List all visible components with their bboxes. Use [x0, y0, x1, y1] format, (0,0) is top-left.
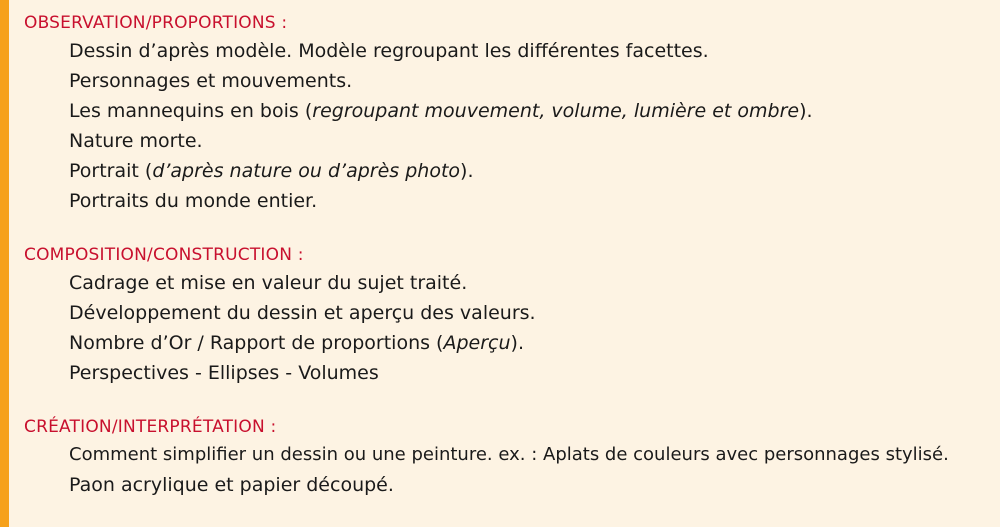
left-accent-bar	[0, 0, 9, 527]
section-creation	[24, 414, 1000, 500]
list-item: Dessin d’après modèle. Modèle regroupant les différentes facettes.	[69, 40, 709, 62]
list-item: Comment simplifier un dessin ou une peinture. ex. : Aplats de couleurs avec personnages stylisé.	[69, 444, 949, 465]
section-composition	[24, 242, 1000, 388]
list-item: Nombre d’Or / Rapport de proportions (Aperçu).	[69, 332, 524, 354]
list-item: Perspectives - Ellipses - Volumes	[69, 362, 379, 384]
list-item: Développement du dessin et aperçu des valeurs.	[69, 302, 536, 324]
section-heading: COMPOSITION/CONSTRUCTION :	[24, 245, 304, 265]
list-item: Nature morte.	[69, 130, 203, 152]
section-heading: CRÉATION/INTERPRÉTATION :	[24, 417, 277, 437]
list-item: Les mannequins en bois (regroupant mouvement, volume, lumière et ombre).	[69, 100, 813, 122]
list-item: Portraits du monde entier.	[69, 190, 318, 212]
list-item: Portrait (d’après nature ou d’après photo).	[69, 160, 474, 182]
list-item: Paon acrylique et papier découpé.	[69, 474, 394, 496]
list-item: Cadrage et mise en valeur du sujet traité.	[69, 272, 468, 294]
section-observation	[24, 10, 1000, 216]
section-heading: OBSERVATION/PROPORTIONS :	[24, 13, 288, 33]
course-content	[24, 10, 1000, 526]
list-item: Personnages et mouvements.	[69, 70, 353, 92]
